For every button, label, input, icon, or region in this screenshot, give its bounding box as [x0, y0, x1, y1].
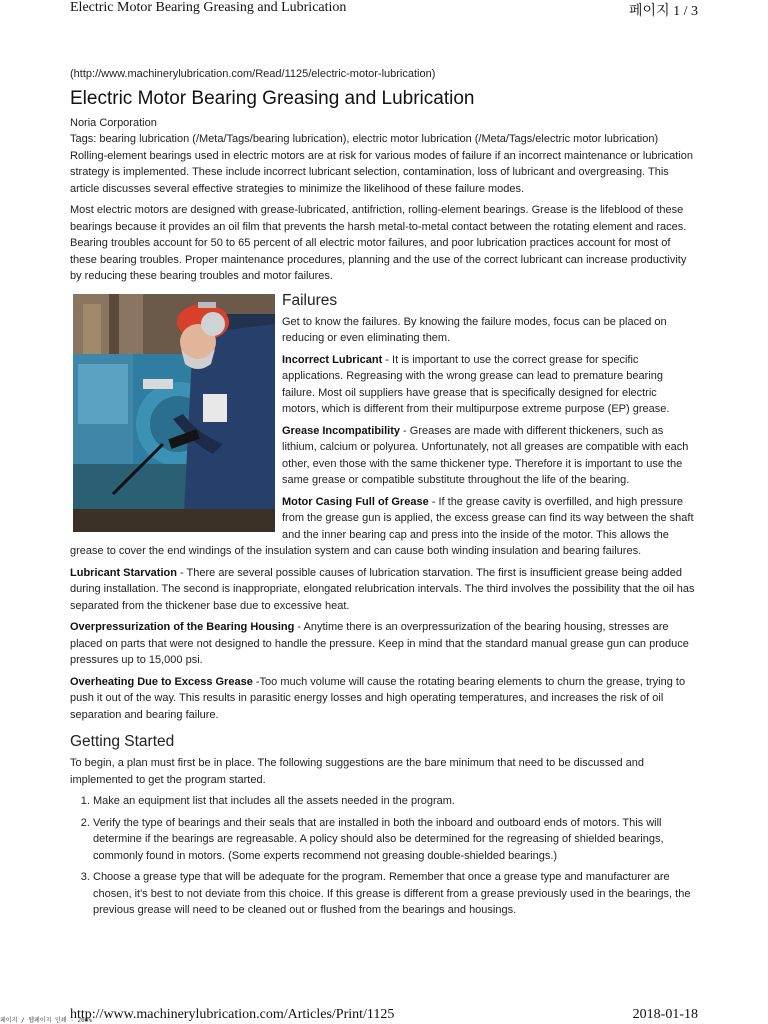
getting-started-intro: To begin, a plan must first be in place. The following suggestions are the bare minimum that need to be discussed and implemented to get the program started. — [70, 757, 644, 786]
print-header-page: 페이지 1 / 3 — [629, 4, 698, 19]
source-url[interactable]: (http://www.machinerylubrication.com/Read/1125/electric-motor-lubrication) — [70, 68, 436, 80]
failure-item-title: Motor Casing Full of Grease — [282, 495, 429, 508]
failure-item-title: Incorrect Lubricant — [282, 353, 383, 366]
list-item: 3. Choose a grease type that will be adequate for the program. Remember that once a grease type and manufacturer are chosen, it's best to not deviate from this choice. If this grease is different from a grease previously used in the bearings, the previous grease will need to be cleaned out or flushed from the bearings and housings. — [93, 869, 696, 919]
failure-item-text: - Greases are made with different thickeners, such as lithium, calcium or polyurea. Unfortunately, not all greases are compatible with each other, even those with the same thickener type. Therefore it is important to use the same grease or compatible substitute throughout the life of the bearing. — [282, 424, 689, 486]
list-item: 1. Make an equipment list that includes all the assets needed in the program. — [93, 793, 696, 810]
technician-photo-image — [73, 294, 275, 532]
print-header — [70, 0, 698, 20]
failure-item-text: - If the grease cavity is overfilled, and high pressure from the grease gun is applied, the excess grease can find its way between the shaft and the inner bearing cap and press into the inside of the motor. This allows the grease to cover the end windings of the insulation system and can cause both winding insulation and bearing failures. — [70, 495, 694, 557]
failure-item-text: - It is important to use the correct grease for specific applications. Regreasing with the wrong grease can lead to premature bearing failure. Most oil suppliers have grease that is specifically designed for electric motors, which is different from their multipurpose extreme purpose (EP) grease. — [282, 353, 670, 415]
list-item: 2. Verify the type of bearings and their seals that are installed in both the inboard and outboard ends of motors. This will determine if the bearings are regreasable. A policy should also be determined for the regreasing of shielded bearings, commonly found in motors. (Some experts recommend not greasing double-shielded bearings.) — [93, 815, 696, 865]
failure-item-text: - There are several possible causes of lubrication starvation. The first is insufficient grease being added during installation. The second is inappropriate, elongated relubrication intervals. The third involves the possibility that the oil has separated from the thickener base due to excessive heat. — [70, 566, 695, 612]
intro-paragraph-2: Most electric motors are designed with grease-lubricated, antifriction, rolling-element bearings. Grease is the lifeblood of these bearings because it provides an oil film that prevents the harsh metal-to-metal contact between the rotating element and races. Bearing troubles account for 50 to 65 percent of all electric motor failures, and poor lubrication practices account for most of these bearing troubles. Proper maintenance procedures, planning and the use of the correct lubricant can increase productivity by reducing these bearing troubles and motor failures. — [70, 204, 687, 282]
corner-mark: 페이지 / 웹페이지 인쇄 · 200% — [0, 1017, 92, 1024]
article — [70, 66, 696, 924]
failure-item-title: Grease Incompatibility — [282, 424, 400, 437]
failure-item-title: Overheating Due to Excess Grease — [70, 675, 253, 688]
getting-started-heading: Getting Started — [70, 733, 175, 750]
page-title: Electric Motor Bearing Greasing and Lubrication — [70, 87, 475, 109]
steps-list — [70, 793, 696, 919]
technician-photo — [73, 294, 275, 532]
print-footer — [70, 1007, 698, 1023]
failure-item-title: Lubricant Starvation — [70, 566, 177, 579]
failure-item — [70, 565, 696, 615]
failure-item-text: -Too much volume will cause the rotating bearing elements to churn the grease, trying to push it out of the way. This results in parasitic energy losses and high operating temperatures, and increases the risk of oil separation and bearing failure. — [70, 675, 686, 721]
failure-item-title: Overpressurization of the Bearing Housing — [70, 621, 295, 633]
failures-intro: Get to know the failures. By knowing the failure modes, focus can be placed on reducing or even eliminating them. — [282, 315, 667, 344]
intro-paragraph-1: Rolling-element bearings used in electric motors are at risk for various modes of failure if an incorrect maintenance or lubrication strategy is implemented. These include incorrect lubricant selection, contamination, loss of lubricant and overgreasing. This article discusses several effective strategies to minimize the likelihood of these failure modes. — [70, 149, 694, 195]
author: Noria Corporation — [70, 116, 157, 129]
print-header-title: Electric Motor Bearing Greasing and Lubrication — [70, 0, 347, 15]
failure-item — [70, 674, 696, 724]
print-footer-date: 2018-01-18 — [632, 1007, 698, 1022]
failure-item — [70, 619, 696, 669]
failure-item-text: - Anytime there is an overpressurization of the bearing housing, stresses are placed on parts that were not designed to handle the pressure. Keep in mind that the standard manual grease gun can produce pressures up to 15,000 psi. — [70, 621, 689, 666]
tags: Tags: bearing lubrication (/Meta/Tags/bearing lubrication), electric motor lubrication (/Meta/Tags/electric motor lubrication) — [70, 133, 659, 145]
failures-heading: Failures — [282, 291, 338, 309]
print-footer-url[interactable]: http://www.machinerylubrication.com/Articles/Print/1125 — [70, 1007, 395, 1022]
